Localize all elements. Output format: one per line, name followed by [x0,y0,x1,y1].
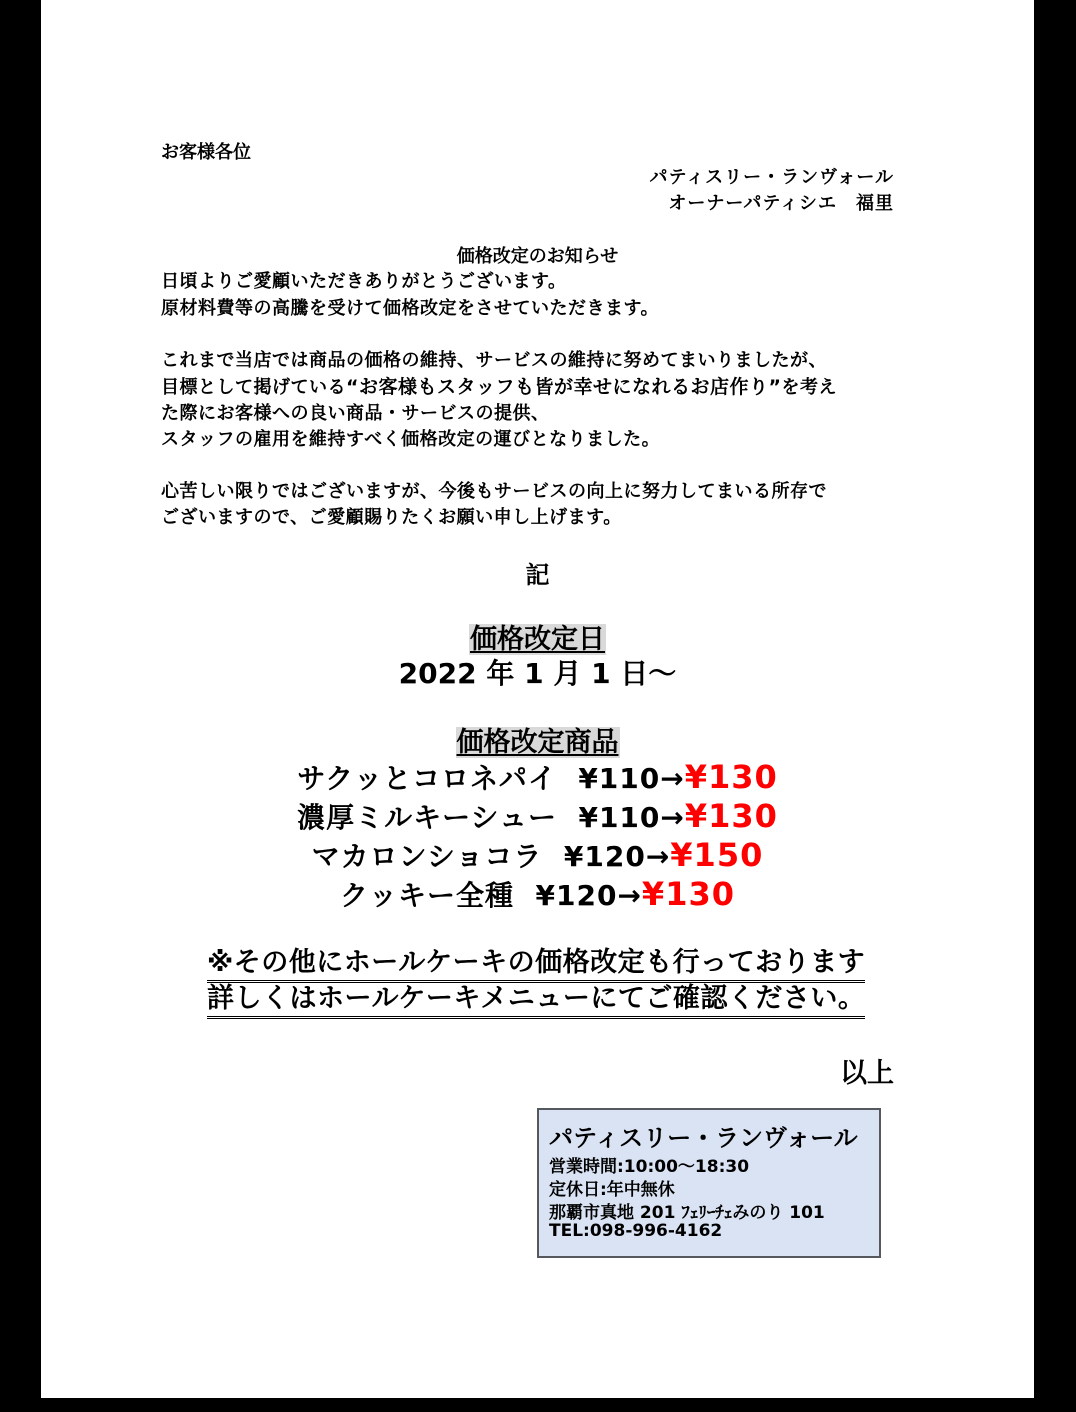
products-heading-wrap [41,720,1034,759]
ki-mark: 記 [525,561,550,589]
recipient: お客様各位 [161,142,251,163]
paragraph2-line4: スタッフの雇用を維持すべく価格改定の運びとなりました。 [161,429,661,450]
old-price: ¥120→ [563,840,671,873]
notice-line2: 詳しくはホールケーキメニューにてご確認ください。 [207,982,865,1019]
paragraph3-line1: 心苦しい限りではございますが、今後もサービスの向上に努力してまいる所存で [161,481,827,502]
product-name: マカロンショコラ [311,840,543,873]
old-price: ¥110→ [578,762,685,795]
products-heading: 価格改定商品 [456,727,619,758]
paragraph1-line1: 日頃よりご愛顧いただきありがとうございます。 [161,271,567,292]
paragraph2-line1: これまで当店では商品の価格の維持、サービスの維持に努めてまいりましたが、 [161,350,827,371]
document-page [41,0,1034,1398]
paragraph3-line2: ございますので、ご愛顧賜りたくお願い申し上げます。 [161,507,622,528]
paragraph2-line3: た際にお客様への良い商品・サービスの提供、 [161,403,550,424]
shop-hours: 営業時間:10:00～18:30 [549,1157,750,1177]
old-price: ¥110→ [578,801,685,834]
new-price: ¥130 [641,875,735,913]
new-price: ¥150 [670,836,764,874]
product-row [41,796,1034,836]
product-name: 濃厚ミルキーシュー [297,801,557,834]
paragraph2-line2-suffix: を考え [781,377,837,398]
old-price: ¥120→ [535,879,642,912]
date-heading: 価格改定日 [470,624,605,655]
shop-tel: TEL:098-996-4162 [549,1221,723,1241]
notice-line1: ※その他にホールケーキの価格改定も行っております [207,946,865,983]
product-row [41,835,1034,875]
product-name: サクッとコロネパイ [297,762,557,795]
paragraph2-line2-prefix: 目標として掲げている [161,377,346,398]
motto-quote: “お客様もスタッフも皆が幸せになれるお店作り” [346,376,782,398]
date-heading-wrap [41,617,1034,656]
letter-title: 価格改定のお知らせ [456,246,619,267]
paragraph1-line2: 原材料費等の高騰を受けて価格改定をさせていただきます。 [161,298,660,319]
new-price: ¥130 [684,758,778,796]
sender-person: オーナーパティシエ 福里 [668,193,894,214]
shop-address: 那覇市真地 201 ﾌｪﾘｰﾁｪみのり 101 [549,1203,825,1223]
product-row [41,874,1034,914]
new-price: ¥130 [684,797,778,835]
paragraph2-line2 [161,372,837,399]
effective-date: 2022 年 1 月 1 日～ [398,657,677,690]
shop-holiday: 定休日:年中無休 [549,1180,675,1200]
closing: 以上 [840,1058,894,1089]
sender-shop: パティスリー・ランヴォール [649,167,894,188]
shop-info-card [537,1108,881,1258]
product-row [41,757,1034,797]
product-name: クッキー全種 [340,879,515,912]
shop-card-name: パティスリー・ランヴォール [549,1124,858,1152]
